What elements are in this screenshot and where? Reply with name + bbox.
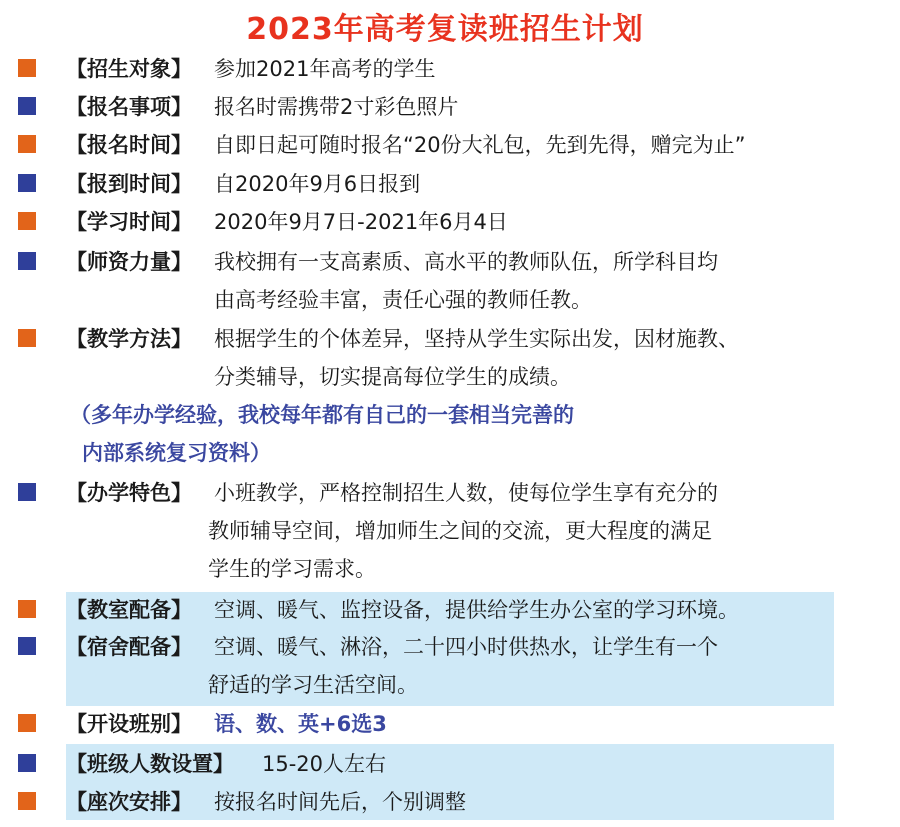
item-text: 自2020年9月6日报到 <box>214 172 421 196</box>
item-label: 【班级人数设置】 <box>66 752 234 776</box>
item-text: 根据学生的个体差异，坚持从学生实际出发，因材施教、 <box>214 327 739 351</box>
item-label: 【教室配备】 <box>66 598 192 622</box>
square-bullet-icon <box>18 97 36 115</box>
square-bullet-icon <box>18 754 36 772</box>
square-bullet-icon <box>18 637 36 655</box>
square-bullet-icon <box>18 252 36 270</box>
square-bullet-icon <box>18 59 36 77</box>
square-bullet-icon <box>18 600 36 618</box>
item-label: 【报名时间】 <box>66 133 192 157</box>
item-text-cont: 学生的学习需求。 <box>208 557 376 581</box>
note-line-1: （多年办学经验，我校每年都有自己的一套相当完善的 <box>70 403 574 427</box>
item-text: 小班教学，严格控制招生人数，使每位学生享有充分的 <box>214 481 718 505</box>
item-label: 【师资力量】 <box>66 250 192 274</box>
item-text-cont: 教师辅导空间，增加师生之间的交流，更大程度的满足 <box>208 519 712 543</box>
item-text: 空调、暖气、淋浴，二十四小时供热水，让学生有一个 <box>214 635 718 659</box>
item-text: 空调、暖气、监控设备，提供给学生办公室的学习环境。 <box>214 598 739 622</box>
note-line-2: 内部系统复习资料） <box>82 441 271 465</box>
item-text: 15-20人左右 <box>262 752 387 776</box>
square-bullet-icon <box>18 135 36 153</box>
item-text: 自即日起可随时报名“20份大礼包，先到先得，赠完为止” <box>214 133 746 157</box>
square-bullet-icon <box>18 714 36 732</box>
square-bullet-icon <box>18 329 36 347</box>
item-text: 2020年9月7日-2021年6月4日 <box>214 210 508 234</box>
square-bullet-icon <box>18 483 36 501</box>
square-bullet-icon <box>18 174 36 192</box>
item-text: 我校拥有一支高素质、高水平的教师队伍，所学科目均 <box>214 250 718 274</box>
item-text: 参加2021年高考的学生 <box>214 57 436 81</box>
item-label: 【座次安排】 <box>66 790 192 814</box>
page-title: 2023年高考复读班招生计划 <box>246 12 644 47</box>
item-text-cont: 舒适的学习生活空间。 <box>208 673 418 697</box>
item-label: 【报到时间】 <box>66 172 192 196</box>
square-bullet-icon <box>18 792 36 810</box>
item-text-cont: 由高考经验丰富，责任心强的教师任教。 <box>214 288 592 312</box>
item-label: 【报名事项】 <box>66 95 192 119</box>
item-text: 报名时需携带2寸彩色照片 <box>214 95 459 119</box>
item-label: 【招生对象】 <box>66 57 192 81</box>
item-text: 语、数、英+6选3 <box>214 712 387 736</box>
item-label: 【开设班别】 <box>66 712 192 736</box>
item-label: 【办学特色】 <box>66 481 192 505</box>
item-text: 按报名时间先后，个别调整 <box>214 790 466 814</box>
item-label: 【教学方法】 <box>66 327 192 351</box>
square-bullet-icon <box>18 212 36 230</box>
item-label: 【宿舍配备】 <box>66 635 192 659</box>
item-label: 【学习时间】 <box>66 210 192 234</box>
item-text-cont: 分类辅导，切实提高每位学生的成绩。 <box>214 365 571 389</box>
